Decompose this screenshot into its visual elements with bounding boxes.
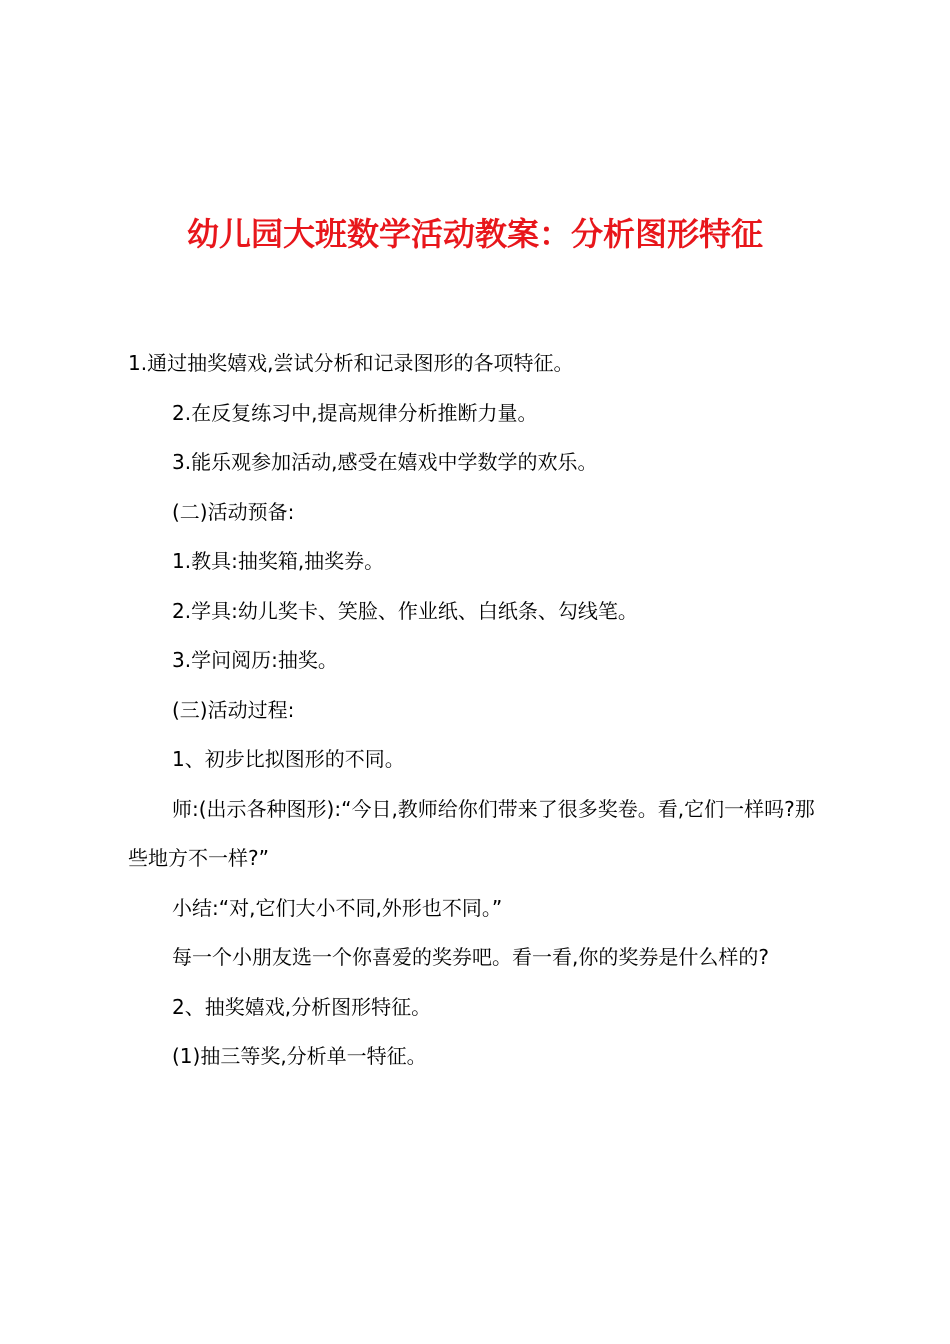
document-body [128,339,834,1082]
paragraph-goal-2: 2.在反复练习中,提高规律分析推断力量。 [172,400,538,425]
paragraph-goal-3: 3.能乐观参加活动,感受在嬉戏中学数学的欢乐。 [172,450,598,474]
paragraph-prep-3: 3.学问阅历:抽奖。 [172,648,338,672]
paragraph-teacher-quote: 师:(出示各种图形):“今日,教师给你们带来了很多奖卷。看,它们一样吗?那些地方不一样?” [128,796,815,870]
paragraph-step-2: 2、抽奖嬉戏,分析图形特征。 [172,994,432,1019]
paragraph-summary: 小结:“对,它们大小不同,外形也不同。” [172,895,503,920]
paragraph-choose-ticket: 每一个小朋友选一个你喜爱的奖券吧。看一看,你的奖券是什么样的? [172,945,769,969]
paragraph-prep-2: 2.学具:幼儿奖卡、笑脸、作业纸、白纸条、勾线笔。 [172,598,638,623]
paragraph-third-prize: (1)抽三等奖,分析单一特征。 [172,1044,427,1068]
paragraph-goal-1: 1.通过抽奖嬉戏,尝试分析和记录图形的各项特征。 [128,351,574,375]
paragraph-step-1: 1、初步比拟图形的不同。 [172,747,405,771]
section-heading-preparation: (二)活动预备: [172,499,295,524]
paragraph-prep-1: 1.教具:抽奖箱,抽奖券。 [172,549,385,573]
document-title: 幼儿园大班数学活动教案：分析图形特征 [186,215,763,253]
section-heading-process: (三)活动过程: [172,697,295,722]
